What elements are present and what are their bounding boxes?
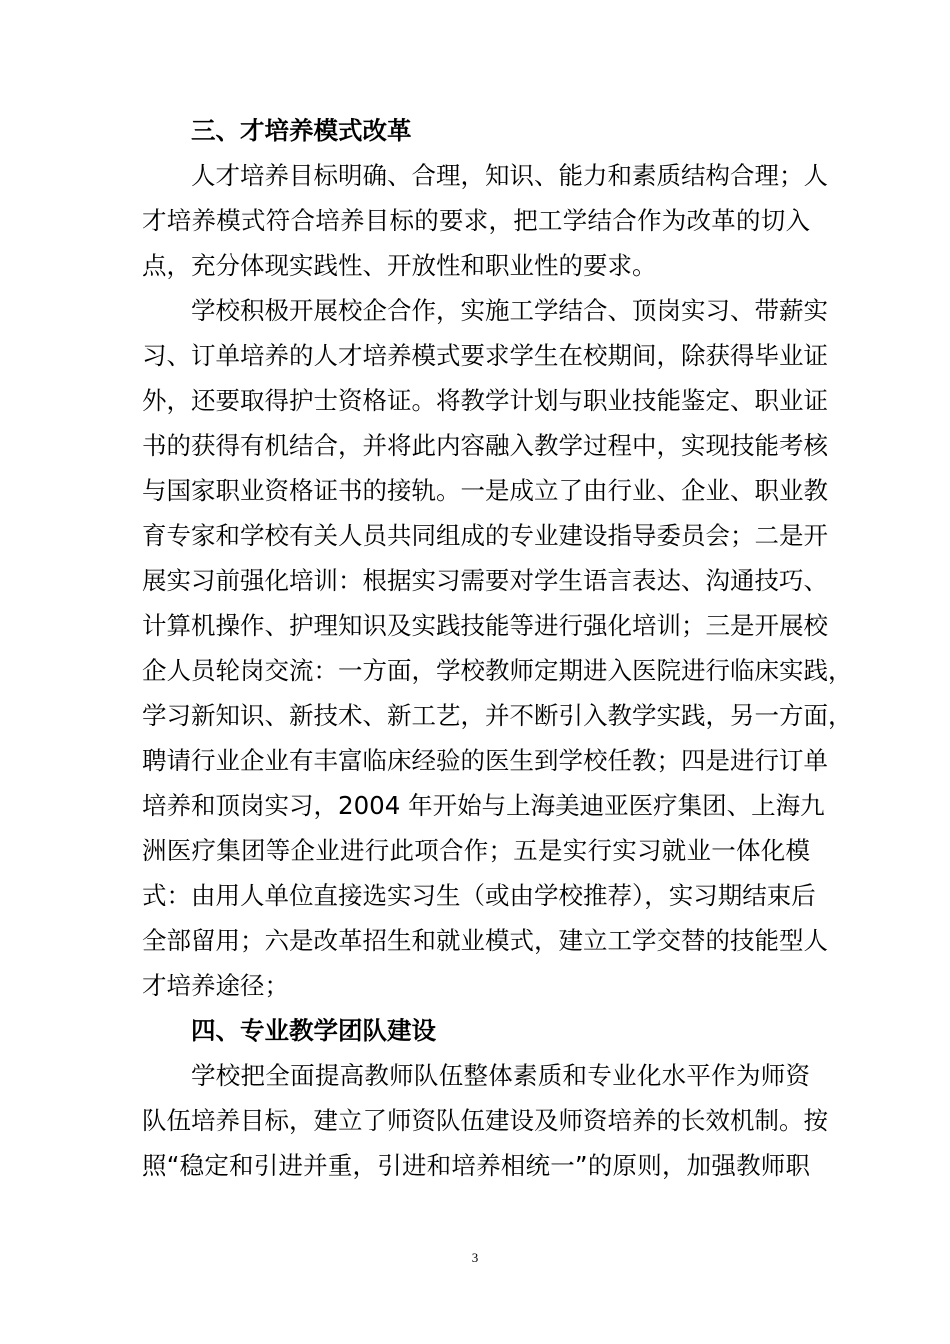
paragraph-line: 人才培养目标明确、合理，知识、能力和素质结构合理；人: [191, 161, 828, 190]
paragraph-line: 育专家和学校有关人员共同组成的专业建设指导委员会；二是开: [142, 521, 828, 550]
document-body: [142, 108, 853, 1188]
paragraph-line: 学校积极开展校企合作，实施工学结合、顶岗实习、带薪实: [191, 296, 828, 325]
section-heading-3: 三、才培养模式改革: [191, 116, 412, 145]
paragraph-training-goals: [142, 153, 828, 288]
paragraph-line: 与国家职业资格证书的接轨。一是成立了由行业、企业、职业教: [142, 476, 828, 505]
paragraph-school-enterprise-cooperation: [142, 288, 853, 1008]
paragraph-line: 计算机操作、护理知识及实践技能等进行强化培训；三是开展校: [142, 611, 828, 640]
paragraph-line: 队伍培养目标，建立了师资队伍建设及师资培养的长效机制。按: [142, 1106, 828, 1135]
paragraph-line: 习、订单培养的人才培养模式要求学生在校期间，除获得毕业证: [142, 341, 828, 370]
paragraph-line: 照“稳定和引进并重，引进和培养相统一”的原则，加强教师职: [142, 1151, 810, 1180]
section-heading-4: 四、专业教学团队建设: [191, 1016, 436, 1045]
paragraph-line: 洲医疗集团等企业进行此项合作；五是实行实习就业一体化模: [142, 836, 810, 865]
paragraph-line: 式：由用人单位直接选实习生（或由学校推荐），实习期结束后: [142, 881, 816, 910]
paragraph-line: 才培养途径；: [142, 971, 289, 1000]
paragraph-line: 学校把全面提高教师队伍整体素质和专业化水平作为师资: [191, 1061, 810, 1090]
page-number: 3: [471, 1250, 479, 1265]
paragraph-line: 书的获得有机结合，并将此内容融入教学过程中，实现技能考核: [142, 431, 828, 460]
paragraph-teacher-team: [142, 1053, 828, 1188]
paragraph-line: 点，充分体现实践性、开放性和职业性的要求。: [142, 251, 657, 280]
paragraph-line: 企人员轮岗交流：一方面，学校教师定期进入医院进行临床实践，: [142, 656, 853, 685]
paragraph-line: 展实习前强化培训：根据实习需要对学生语言表达、沟通技巧、: [142, 566, 828, 595]
paragraph-line: 才培养模式符合培养目标的要求，把工学结合作为改革的切入: [142, 206, 810, 235]
paragraph-line: 外，还要取得护士资格证。将教学计划与职业技能鉴定、职业证: [142, 386, 828, 415]
paragraph-line: 培养和顶岗实习，2004 年开始与上海美迪亚医疗集团、上海九: [142, 791, 825, 820]
paragraph-line: 学习新知识、新技术、新工艺，并不断引入教学实践，另一方面，: [142, 701, 853, 730]
paragraph-line: 聘请行业企业有丰富临床经验的医生到学校任教；四是进行订单: [142, 746, 828, 775]
paragraph-line: 全部留用；六是改革招生和就业模式，建立工学交替的技能型人: [142, 926, 828, 955]
